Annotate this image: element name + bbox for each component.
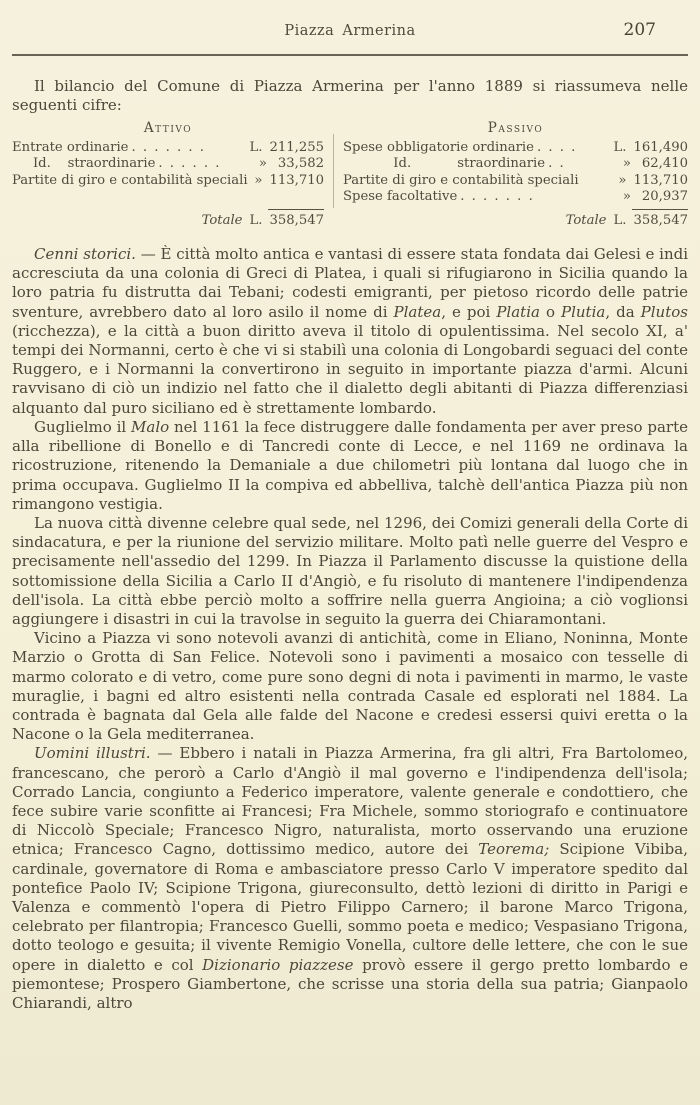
row-label: Spese facoltative [343, 189, 458, 205]
currency-mark: » [622, 189, 631, 205]
row-leader-dots: . . [548, 156, 566, 172]
total-rule [268, 209, 324, 210]
total-label: Totale [565, 213, 607, 229]
row-value: 161,490 [633, 139, 688, 155]
row-value: 62,410 [641, 156, 688, 172]
table-row [12, 156, 324, 173]
paragraph: Vicino a Piazza vi sono notevoli avanzi di antichità, come in Eliano, Noninna, Monte Marzio o Grotta di San Felice. Notevoli sono i pavimenti a mosaico con tesselle di marmo colorato e di vetro, come pure sono degni di nota i pavimenti in marmo, le vaste muraglie, i bagni ed altro esistenti nella contrada Casale ed esplorati nel 1884. La contrada è bagnata dal Gela alle falde del Nacone e credesi essersi quivi eretta o la Nacone o la Gela mediterranea. [12, 629, 688, 744]
running-head-title: Piazza Armerina [284, 23, 416, 39]
table-row [343, 140, 688, 157]
currency-mark: L. [613, 139, 627, 155]
page-number: 207 [623, 20, 656, 40]
passivo-heading: Passivo [487, 120, 544, 136]
total-value: 358,547 [269, 213, 324, 229]
table-row [343, 173, 688, 190]
row-value: 113,710 [633, 172, 688, 188]
row-label: Partite di giro e contabilità speciali [343, 172, 579, 188]
body-text [12, 245, 688, 1013]
total-line [566, 213, 688, 230]
table-row-spacer [12, 189, 324, 206]
header-rule [12, 54, 688, 56]
currency-mark: » [258, 156, 267, 172]
paragraph: Cenni storici. — È città molto antica e vantasi di essere stata fondata dai Gelesi e indi accresciuta da una colonia di Greci di Platea, i quali si rifugiarono in Sicilia quando la loro patria fu distrutta dai Tebani; codesti emigranti, per pietoso ricordo delle patrie sventure, avrebbero dato al loro asilo il nome di Platea, e poi Platia o Plutia, da Plutos (ricchezza), e la città a buon diritto aveva il titolo di opulentissima. Nel secolo XI, a' tempi dei Normanni, certo è che vi si stabilì una colonia di Longobardi seguaci del conte Ruggero, e i Normanni la convertirono in seguito in importante piazza d'armi. Alcuni ravvisano di ciò un indizio nel fatto che il dialetto degli abitanti di Piazza differenziasi alquanto dal puro siciliano ed è strettamente lombardo. [12, 245, 689, 417]
row-value: 20,937 [641, 189, 688, 205]
row-leader-dots: . . . . . . [158, 156, 222, 172]
row-label: Partite di giro e contabilità speciali [12, 172, 248, 188]
row-label: Id. straordinarie [343, 156, 546, 172]
attivo-column [12, 120, 333, 230]
currency-mark: L. [249, 213, 263, 229]
table-row [343, 189, 688, 206]
row-label: Spese obbligatorie ordinarie [343, 139, 534, 155]
total-value: 358,547 [633, 213, 688, 229]
row-label: Id. straordinarie [12, 156, 156, 172]
attivo-heading: Attivo [143, 120, 193, 136]
currency-mark: » [254, 172, 263, 188]
row-leader-dots: . . . . . . . [131, 139, 206, 155]
attivo-total [12, 209, 324, 230]
passivo-column [334, 120, 688, 230]
table-row [343, 156, 688, 173]
paragraph: Uomini illustri. — Ebbero i natali in Piazza Armerina, fra gli altri, Fra Bartolomeo, francescano, che perorò a Carlo d'Angiò il mal governo e l'indipendenza dell'isola; Corrado Lancia, congiunto a Federico imperatore, valente generale e condottiero, che fece subire varie sconfitte ai Francesi; Fra Michele, sommo storiografo e continuatore di Niccolò Speciale; Francesco Nigro, naturalista, morto osservando una eruzione etnica; Francesco Cagno, dottissimo medico, autore dei Teorema; Scipione Vibiba, cardinale, governatore di Roma e ambasciatore presso Carlo V imperatore spedito dal pontefice Paolo IV; Scipione Trigona, giureconsulto, dettò lezioni di diritto in Parigi e Valenza e commentò l'opera di Pietro Filippo Carnero; il barone Marco Trigona, celebrato per filantropia; Francesco Guelli, sommo poeta e medico; Vespasiano Trigona, dotto teologo e gesuita; il vivente Remigio Vonella, cultore delle lettere, che con le sue opere in dialetto e col Dizionario piazzese provò essere il gergo pretto lombardo e piemontese; Prospero Giambertone, che scrisse una storia della sua patria; Gianpaolo Chiarandi, altro [12, 744, 688, 1012]
intro-paragraph: Il bilancio del Comune di Piazza Armerina per l'anno 1889 si riassumeva nelle seguenti cifre: [12, 77, 688, 114]
paragraph: Guglielmo il Malo nel 1161 la fece distruggere dalle fondamenta per aver preso parte alla ribellione di Bonello e di Tancredi conte di Lecce, e nel 1169 ne ordinava la ricostruzione, ritenendo la Demaniale a due chilometri più lontana dal luogo che in prima occupava. Guglielmo II la compiva ed abbelliva, talchè dell'antica Piazza più non rimangono vestigia. [12, 417, 688, 513]
row-leader-dots: . . . . . . . [460, 189, 535, 205]
total-rule [632, 209, 688, 210]
total-line [202, 213, 324, 230]
running-head [0, 0, 700, 45]
currency-mark: » [618, 172, 627, 188]
table-row [12, 173, 324, 190]
row-value: 211,255 [269, 139, 324, 155]
table-row [12, 140, 324, 157]
currency-mark: L. [613, 213, 627, 229]
passivo-total [343, 209, 688, 230]
row-value: 33,582 [277, 156, 324, 172]
paragraph: La nuova città divenne celebre qual sede, nel 1296, dei Comizi generali della Corte di sindacatura, e per la riunione del servizio militare. Molto patì nelle guerre del Vespro e precisamente nell'assedio del 1299. In Piazza il Parlamento discusse la quistione della sottomissione della Sicilia a Carlo II d'Angiò, e fu risoluto di mantenere l'indipendenza dell'isola. La città ebbe perciò molto a soffrire nella guerra Angioina; a ciò voglionsi aggiungere i disastri in cui la travolse in seguito la guerra dei Chiaramontani. [12, 513, 688, 628]
row-value: 113,710 [269, 172, 324, 188]
row-label: Entrate ordinarie [12, 139, 129, 155]
balance-sheet [12, 120, 688, 230]
row-leader-dots: . . . . [536, 139, 577, 155]
currency-mark: » [622, 156, 631, 172]
currency-mark: L. [249, 139, 263, 155]
total-label: Totale [201, 213, 243, 229]
